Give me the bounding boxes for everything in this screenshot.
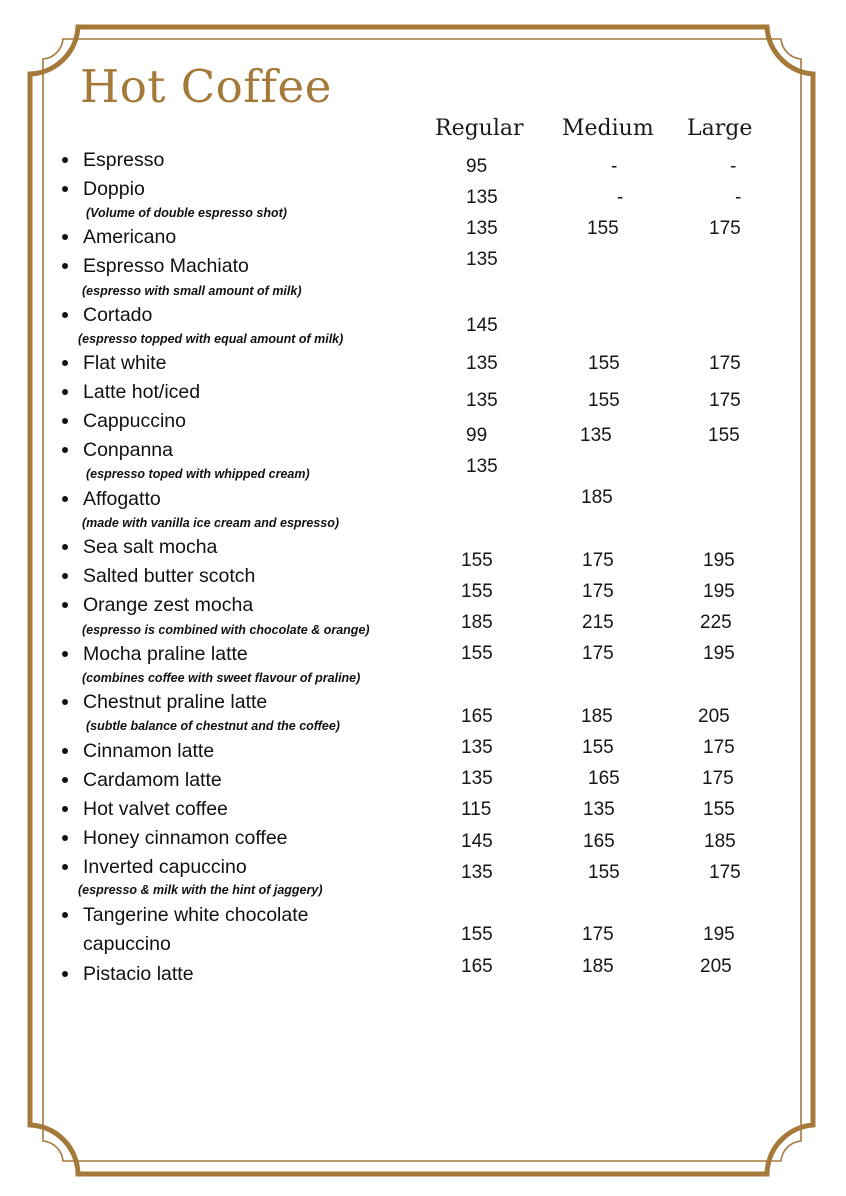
price-large: 175 (709, 390, 741, 411)
column-header-regular: Regular (435, 116, 524, 141)
price-large: 195 (703, 924, 735, 945)
price-large: 175 (702, 768, 734, 789)
item-description: (combines coffee with sweet flavour of praline) (82, 671, 361, 685)
price-medium: 215 (582, 612, 614, 633)
item-name: Orange zest mocha (83, 594, 254, 616)
price-medium: - (611, 156, 618, 177)
price-large: 155 (703, 799, 735, 820)
bullet-icon (62, 699, 68, 705)
item-name: Tangerine white chocolate (83, 904, 309, 926)
item-name: Cinnamon latte (83, 740, 215, 762)
item-name: Affogatto (83, 488, 161, 510)
price-large: 175 (709, 862, 741, 883)
item-description: (subtle balance of chestnut and the coffee) (86, 719, 340, 733)
price-regular: 145 (461, 831, 493, 852)
item-description: (espresso is combined with chocolate & orange) (82, 623, 370, 637)
item-name: Espresso (83, 149, 165, 171)
item-name: Chestnut praline latte (83, 691, 268, 713)
price-medium: 185 (581, 706, 613, 727)
price-large: 175 (709, 218, 741, 239)
price-regular: 135 (461, 862, 493, 883)
menu-title: Hot Coffee (80, 60, 332, 113)
item-description: (espresso with small amount of milk) (82, 284, 302, 298)
bullet-icon (62, 312, 68, 318)
item-description: (espresso topped with equal amount of milk) (78, 332, 344, 346)
item-name: Latte hot/iced (83, 381, 201, 403)
bullet-icon (62, 864, 68, 870)
bullet-icon (62, 360, 68, 366)
price-regular: 135 (466, 353, 498, 374)
item-name: Cortado (83, 304, 153, 326)
item-name: Americano (83, 226, 177, 248)
bullet-icon (62, 544, 68, 550)
price-large: 195 (703, 643, 735, 664)
bullet-icon (62, 496, 68, 502)
price-large: 185 (704, 831, 736, 852)
item-name: Conpanna (83, 439, 173, 461)
item-description: (espresso & milk with the hint of jaggery) (78, 883, 323, 897)
bullet-icon (62, 748, 68, 754)
price-regular: 135 (461, 737, 493, 758)
price-regular: 135 (461, 768, 493, 789)
price-large: - (730, 156, 737, 177)
item-name: Cappuccino (83, 410, 186, 432)
price-regular: 135 (466, 249, 498, 270)
price-medium: 175 (582, 581, 614, 602)
price-medium: 135 (583, 799, 615, 820)
price-regular: 155 (461, 924, 493, 945)
price-regular: 135 (466, 218, 498, 239)
price-large: 205 (698, 706, 730, 727)
price-regular: 165 (461, 956, 493, 977)
price-medium: 155 (582, 737, 614, 758)
item-name-continued: capuccino (83, 933, 171, 955)
price-regular: 165 (461, 706, 493, 727)
price-large: 175 (703, 737, 735, 758)
bullet-icon (62, 263, 68, 269)
price-medium: 165 (588, 768, 620, 789)
bullet-icon (62, 447, 68, 453)
item-name: Doppio (83, 178, 145, 200)
bullet-icon (62, 971, 68, 977)
price-medium: 155 (588, 862, 620, 883)
item-name: Hot valvet coffee (83, 798, 228, 820)
item-name: Flat white (83, 352, 167, 374)
column-header-medium: Medium (562, 116, 654, 141)
price-large: 225 (700, 612, 732, 633)
bullet-icon (62, 835, 68, 841)
item-name: Cardamom latte (83, 769, 222, 791)
price-medium: 185 (581, 487, 613, 508)
price-regular: 155 (461, 550, 493, 571)
price-regular: 135 (466, 187, 498, 208)
item-name: Inverted capuccino (83, 856, 247, 878)
price-medium: 155 (587, 218, 619, 239)
item-description: (made with vanilla ice cream and espresso) (82, 516, 340, 530)
bullet-icon (62, 389, 68, 395)
price-medium: 175 (582, 924, 614, 945)
price-regular: 185 (461, 612, 493, 633)
bullet-icon (62, 157, 68, 163)
item-description: (Volume of double espresso shot) (86, 206, 287, 220)
price-large: - (735, 187, 742, 208)
price-regular: 135 (466, 390, 498, 411)
price-large: 195 (703, 581, 735, 602)
price-large: 205 (700, 956, 732, 977)
price-large: 155 (708, 425, 740, 446)
bullet-icon (62, 418, 68, 424)
price-large: 195 (703, 550, 735, 571)
price-medium: 155 (588, 390, 620, 411)
bullet-icon (62, 777, 68, 783)
item-description: (espresso toped with whipped cream) (86, 467, 310, 481)
column-header-large: Large (687, 116, 753, 141)
item-name: Espresso Machiato (83, 255, 249, 277)
price-regular: 135 (466, 456, 498, 477)
bullet-icon (62, 234, 68, 240)
item-name: Sea salt mocha (83, 536, 218, 558)
price-regular: 155 (461, 581, 493, 602)
price-medium: 165 (583, 831, 615, 852)
item-name: Mocha praline latte (83, 643, 248, 665)
price-regular: 99 (466, 425, 488, 446)
bullet-icon (62, 573, 68, 579)
price-regular: 95 (466, 156, 488, 177)
bullet-icon (62, 602, 68, 608)
price-medium: 135 (580, 425, 612, 446)
price-regular: 115 (461, 799, 492, 820)
bullet-icon (62, 651, 68, 657)
bullet-icon (62, 186, 68, 192)
bullet-icon (62, 806, 68, 812)
price-medium: 185 (582, 956, 614, 977)
item-name: Pistacio latte (83, 963, 194, 985)
price-medium: 175 (582, 643, 614, 664)
price-medium: 155 (588, 353, 620, 374)
price-regular: 145 (466, 315, 498, 336)
bullet-icon (62, 912, 68, 918)
price-medium: - (617, 187, 624, 208)
price-regular: 155 (461, 643, 493, 664)
price-medium: 175 (582, 550, 614, 571)
price-large: 175 (709, 353, 741, 374)
item-name: Salted butter scotch (83, 565, 256, 587)
item-name: Honey cinnamon coffee (83, 827, 288, 849)
